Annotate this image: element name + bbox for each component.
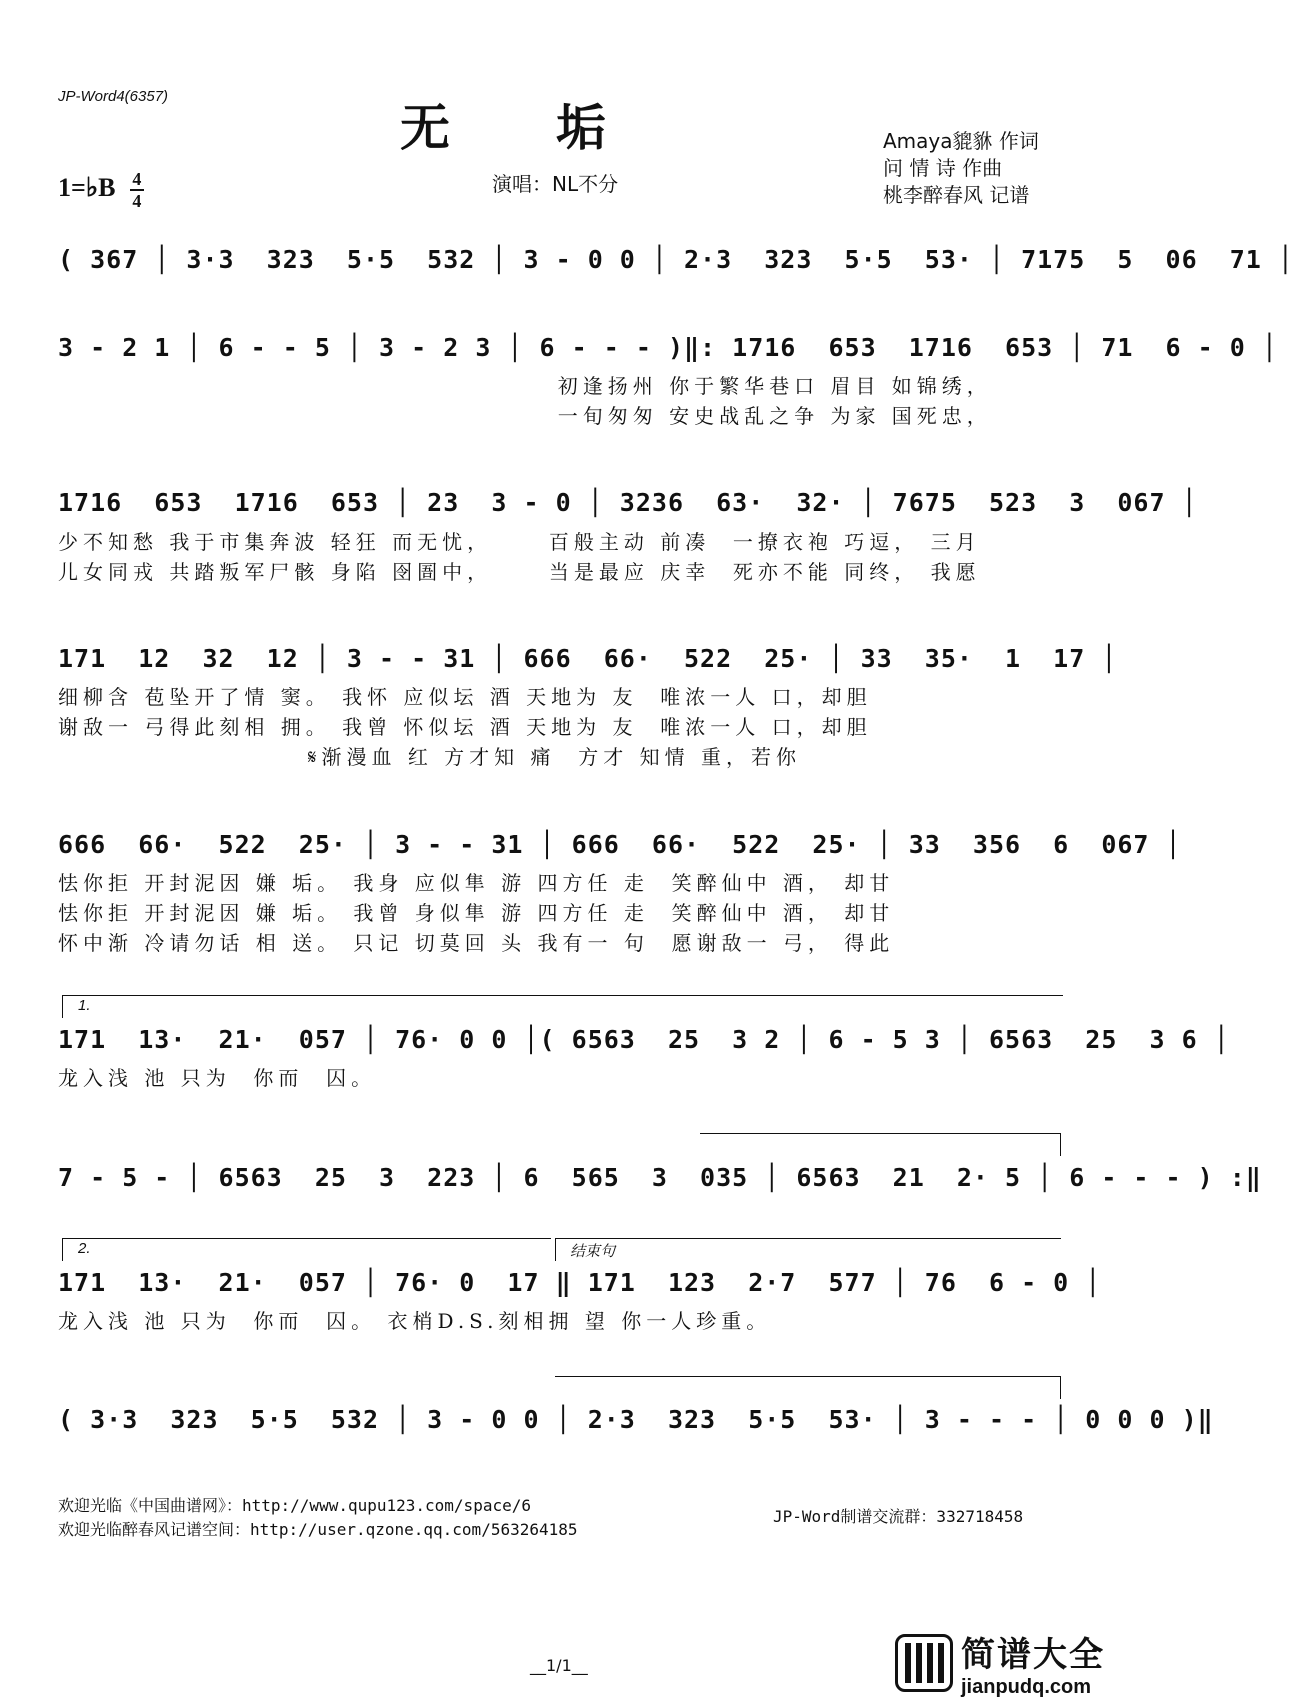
volta-bracket-1 (62, 995, 1063, 1018)
lyric-line-5b: 怯你拒 开封泥因 嫌 垢。 我曾 身似隼 游 四方任 走 笑醉仙中 酒， 却甘 (58, 901, 895, 925)
key: 1=♭B (58, 172, 116, 202)
key-signature (58, 170, 144, 210)
lyric-line-3a: 少不知愁 我于市集奔波 轻狂 而无忧， 百般主动 前凑 一撩衣袍 巧逗， 三月 (58, 530, 981, 554)
lyric-line-5a: 怯你拒 开封泥因 嫌 垢。 我身 应似隼 游 四方任 走 笑醉仙中 酒， 却甘 (58, 871, 895, 895)
lyric-line-4b: 谢敌一 弓得此刻相 拥。 我曾 怀似坛 酒 天地为 友 唯浓一人 口，却胆 (58, 715, 872, 739)
lyric-line-2b: 一旬匆匆 安史战乱之争 为家 国死忠， (58, 404, 992, 428)
credits (883, 128, 1039, 209)
volta-label-2: 2. (78, 1240, 91, 1257)
notation-line-2: 3 - 2 1 │ 6 - - 5 │ 3 - 2 3 │ 6 - - - )‖: 1716 653 1716 653 │ 71 6 - 0 │ (58, 333, 1278, 362)
ending-label: 结束句 (570, 1243, 616, 1260)
watermark-url: jianpudq.com (961, 1676, 1091, 1698)
ending-bracket (555, 1238, 1061, 1261)
transcriber: 桃李醉春风 记谱 (883, 183, 1030, 207)
footer-links (58, 1494, 578, 1542)
page-number: __1/1__ (530, 1656, 588, 1675)
notation-line-4: 171 12 32 12 │ 3 - - 31 │ 666 66· 522 25· │ 33 35· 1 17 │ (58, 644, 1118, 673)
notation-line-3: 1716 653 1716 653 │ 23 3 - 0 │ 3236 63· 32· │ 7675 523 3 067 │ (58, 488, 1198, 517)
song-title: 无 垢 (400, 98, 608, 157)
footer-line-1: 欢迎光临《中国曲谱网》：http://www.qupu123.com/space/6 (58, 1496, 531, 1515)
singer: 演唱：NL不分 (492, 172, 619, 196)
volta-label-1: 1. (78, 997, 91, 1014)
time-bottom: 4 (132, 191, 142, 211)
volta-bracket-2 (62, 1238, 551, 1261)
watermark-name: 简谱大全 (961, 1635, 1105, 1675)
notation-line-8: 171 13· 21· 057 │ 76· 0 17 ‖ 171 123 2·7 577 │ 76 6 - 0 │ (58, 1268, 1102, 1297)
lyric-line-4c: 𝄋渐漫血 红 方才知 痛 方才 知情 重，若你 (58, 745, 801, 769)
notation-line-1: ( 367 │ 3·3 323 5·5 532 │ 3 - 0 0 │ 2·3 323 5·5 53· │ 7175 5 06 71 │ (58, 245, 1294, 274)
lyric-line-4a: 细柳含 苞坠开了情 窦。 我怀 应似坛 酒 天地为 友 唯浓一人 口，却胆 (58, 685, 872, 709)
footer-group: JP-Word制谱交流群：332718458 (773, 1507, 1024, 1526)
lyricist: Amaya貔貅 作词 (883, 129, 1039, 153)
piano-keys-icon (895, 1634, 953, 1692)
notation-line-6: 171 13· 21· 057 │ 76· 0 0 │( 6563 25 3 2 │ 6 - 5 3 │ 6563 25 3 6 │ (58, 1025, 1230, 1054)
lyric-line-8: 龙入浅 池 只为 你而 囚。 衣梢D.S.刻相拥 望 你一人珍重。 (58, 1309, 772, 1333)
software-version: JP-Word4(6357) (58, 88, 169, 105)
time-signature (130, 170, 144, 210)
footer-line-2: 欢迎光临醉春风记谱空间：http://user.qzone.qq.com/563264185 (58, 1520, 578, 1539)
lyric-line-3b: 儿女同戎 共踏叛军尸骸 身陷 囹圄中， 当是最应 庆幸 死亦不能 同终， 我愿 (58, 560, 981, 584)
ending-bracket-end (555, 1376, 1061, 1399)
notation-line-9: ( 3·3 323 5·5 532 │ 3 - 0 0 │ 2·3 323 5·5 53· │ 3 - - - │ 0 0 0 )‖ (58, 1405, 1214, 1434)
lyric-line-5c: 怀中渐 冷请勿话 相 送。 只记 切莫回 头 我有一 句 愿谢敌一 弓， 得此 (58, 931, 895, 955)
volta-bracket-1-end (700, 1133, 1061, 1156)
watermark-logo (895, 1628, 1115, 1698)
lyric-line-6: 龙入浅 池 只为 你而 囚。 (58, 1066, 377, 1090)
time-top: 4 (132, 169, 142, 189)
notation-line-7: 7 - 5 - │ 6563 25 3 223 │ 6 565 3 035 │ 6563 21 2· 5 │ 6 - - - ) :‖ (58, 1163, 1262, 1192)
notation-line-5: 666 66· 522 25· │ 3 - - 31 │ 666 66· 522 25· │ 33 356 6 067 │ (58, 830, 1182, 859)
lyric-line-2a: 初逢扬州 你于繁华巷口 眉目 如锦绣， (58, 374, 992, 398)
composer: 问 情 诗 作曲 (883, 156, 1003, 180)
